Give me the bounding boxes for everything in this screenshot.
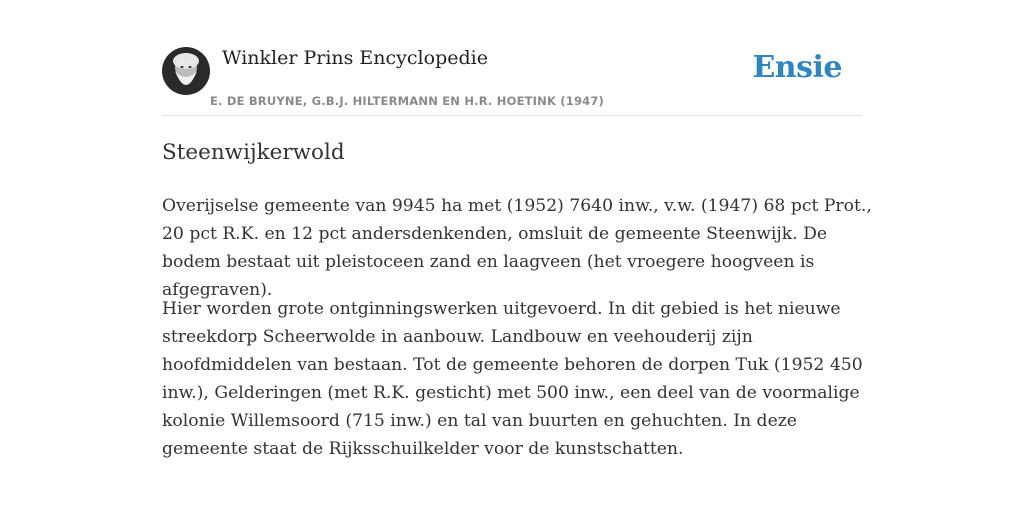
page-container bbox=[162, 0, 872, 459]
portrait-avatar-icon bbox=[162, 47, 210, 95]
authors-line: E. DE BRUYNE, G.B.J. HILTERMANN EN H.R. HOETINK (1947) bbox=[210, 94, 605, 108]
article-paragraph-2: Hier worden grote ontginningswerken uitgevoerd. In dit gebied is het nieuwe streekdorp Scheerwolde in aanbouw. Landbouw en veehouderij zijn hoofdmiddelen van bestaan. Tot de gemeente behoren de dorpen Tuk (1952 450 inw.), Gelderingen (met R.K. gesticht) met 500 inw., een deel van de voormalige kolonie Willemsoord (715 inw.) en tal van buurten en gehuchten. In deze gemeente staat de Rijksschuilkelder voor de kunstschatten. bbox=[162, 299, 863, 459]
encyclopedia-title[interactable]: Winkler Prins Encyclopedie bbox=[222, 47, 488, 69]
brand-logo[interactable]: Ensie bbox=[752, 50, 842, 85]
author-avatar[interactable] bbox=[162, 47, 210, 95]
article-title: Steenwijkerwold bbox=[162, 140, 345, 165]
page-header bbox=[162, 0, 862, 116]
article-paragraph-1: Overijselse gemeente van 9945 ha met (1952) 7640 inw., v.w. (1947) 68 pct Prot., 20 pct R.K. en 12 pct andersdenkenden, omsluit de gemeente Steenwijk. De bodem bestaat uit pleistoceen zand en laagveen (het vroegere hoogveen is afgegraven). bbox=[162, 196, 872, 300]
